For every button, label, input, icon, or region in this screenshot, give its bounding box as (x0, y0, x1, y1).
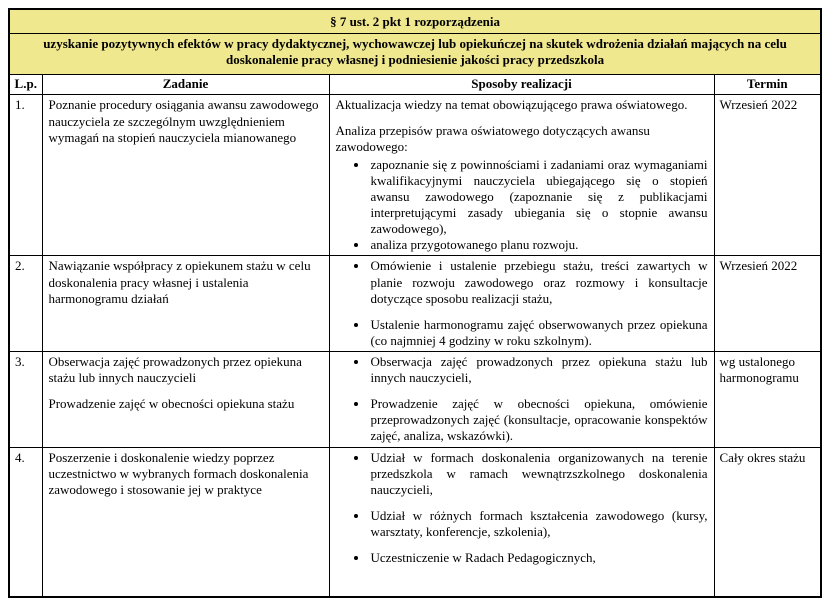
bullet-item: • Udział w formach doskonalenia organizowanych na terenie przedszkola w ramach wewnątrzszkolnego doskonalenia nauczycieli, (369, 450, 708, 498)
methods-paragraph: Analiza przepisów prawa oświatowego dotyczących awansu zawodowego: (335, 122, 650, 154)
table-row (9, 351, 821, 447)
table-row (9, 256, 821, 352)
bullet-item: • analiza przygotowanego planu rozwoju. (369, 237, 708, 253)
bullet-item: • Omówienie i ustalenie przebiegu stażu, treści zawartych w planie rozwoju zawodowego oraz rozmowy i konsultacje dotyczące sposobu realizacji stażu, (369, 258, 708, 306)
bullet-item: • Obserwacja zajęć prowadzonych przez opiekuna stażu lub innych nauczycieli, (369, 354, 708, 386)
regulation-title: § 7 ust. 2 pkt 1 rozporządzenia (9, 9, 821, 34)
bullet-item: • Uczestniczenie w Radach Pedagogicznych, (369, 550, 708, 566)
term-cell: wg ustalonego harmonogramu (714, 351, 821, 447)
col-header-lp: L.p. (9, 75, 42, 95)
task-text: Nawiązanie współpracy z opiekunem stażu w celu doskonalenia pracy własnej i ustalenia harmonogramu działań (48, 258, 311, 306)
task-text: Poszerzenie i doskonalenie wiedzy poprzez uczestnictwo w wybranych formach doskonalenia zawodowego i stosowanie jej w praktyce (48, 449, 309, 497)
task-cell (42, 351, 329, 447)
column-header-row (9, 75, 821, 95)
methods-cell (329, 351, 714, 447)
table-row (9, 447, 821, 597)
task-cell (42, 95, 329, 256)
row-number: 3. (9, 351, 42, 447)
methods-bullet-list (336, 258, 708, 349)
task-cell (42, 256, 329, 352)
task-text: Prowadzenie zajęć w obecności opiekuna stażu (48, 396, 295, 412)
methods-bullet-list (336, 450, 708, 567)
row-number: 1. (9, 95, 42, 256)
bullet-item: • zapoznanie się z powinnościami i zadaniami oraz wymaganiami kwalifikacyjnymi nauczyciela ubiegającego się o stopień awansu zawodowego (zapoznanie się z publikacjami interpretującymi zasady ubiegania się o stopnie awansu zawodowego), (369, 157, 708, 238)
col-header-methods: Sposoby realizacji (329, 75, 714, 95)
development-plan-table (8, 8, 822, 598)
bullet-item: • Ustalenie harmonogramu zajęć obserwowanych przez opiekuna (co najmniej 4 godziny w roku szkolnym). (369, 317, 708, 349)
term-cell: Cały okres stażu (714, 447, 821, 597)
methods-cell (329, 256, 714, 352)
methods-cell (329, 95, 714, 256)
row-number: 2. (9, 256, 42, 352)
term-cell: Wrzesień 2022 (714, 256, 821, 352)
bullet-item: • Udział w różnych formach kształcenia zawodowego (kursy, warsztaty, konferencje, szkolenia), (369, 508, 708, 540)
term-cell: Wrzesień 2022 (714, 95, 821, 256)
regulation-subtitle-row (9, 34, 821, 75)
methods-paragraph: Aktualizacja wiedzy na temat obowiązującego prawa oświatowego. (335, 97, 688, 113)
task-text: Obserwacja zajęć prowadzonych przez opiekuna stażu lub innych nauczycieli (48, 353, 302, 386)
regulation-subtitle: uzyskanie pozytywnych efektów w pracy dydaktycznej, wychowawczej lub opiekuńczej na skutek wdrożenia działań mających na celu doskonalenie pracy własnej i podniesienie jakości pracy przedszkola (9, 34, 821, 75)
methods-bullet-list (336, 157, 708, 254)
regulation-title-row (9, 9, 821, 34)
methods-bullet-list (336, 354, 708, 445)
table-row (9, 95, 821, 256)
col-header-task: Zadanie (42, 75, 329, 95)
task-text: Poznanie procedury osiągania awansu zawodowego nauczyciela ze szczególnym uwzględnieniem wymagań na stopień nauczyciela mianowanego (48, 97, 319, 145)
methods-cell (329, 447, 714, 597)
bullet-item: • Prowadzenie zajęć w obecności opiekuna, omówienie przeprowadzonych zajęć (konsultacje, opracowanie konspektów zajęć, analiza, wskazówki). (369, 396, 708, 444)
col-header-term: Termin (714, 75, 821, 95)
row-number: 4. (9, 447, 42, 597)
task-cell (42, 447, 329, 597)
